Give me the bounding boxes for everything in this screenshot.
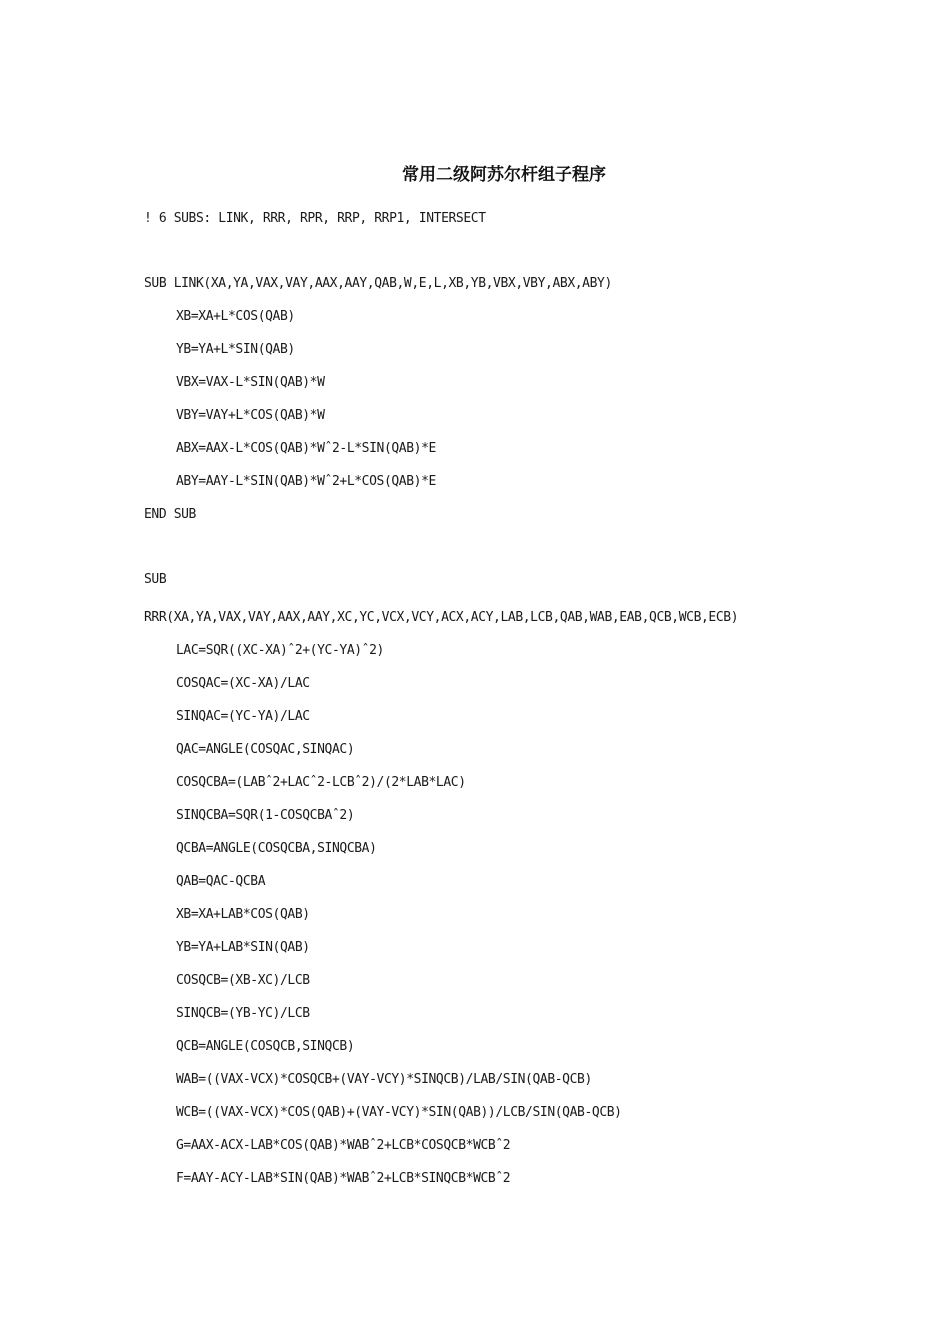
code-line: SINQCBA=SQR(1-COSQCBAˆ2) [176, 808, 355, 823]
code-line: COSQCBA=(LABˆ2+LACˆ2-LCBˆ2)/(2*LAB*LAC) [176, 775, 466, 790]
code-line: SINQAC=(YC-YA)/LAC [176, 709, 310, 724]
subs-comment-line: ! 6 SUBS: LINK, RRR, RPR, RRP, RRP1, INTERSECT [144, 211, 486, 226]
link-sub-end: END SUB [144, 507, 196, 522]
rrr-sub-signature: RRR(XA,YA,VAX,VAY,AAX,AAY,XC,YC,VCX,VCY,ACX,ACY,LAB,LCB,QAB,WAB,EAB,QCB,WCB,ECB) [144, 610, 739, 625]
code-line: ABX=AAX-L*COS(QAB)*Wˆ2-L*SIN(QAB)*E [176, 441, 436, 456]
code-line: VBY=VAY+L*COS(QAB)*W [176, 408, 325, 423]
document-title: 常用二级阿苏尔杆组子程序 [402, 165, 606, 185]
code-line: LAC=SQR((XC-XA)ˆ2+(YC-YA)ˆ2) [176, 643, 384, 658]
code-line: QCB=ANGLE(COSQCB,SINQCB) [176, 1039, 355, 1054]
code-line: COSQCB=(XB-XC)/LCB [176, 973, 310, 988]
code-line: WCB=((VAX-VCX)*COS(QAB)+(VAY-VCY)*SIN(QAB))/LCB/SIN(QAB-QCB) [176, 1105, 622, 1120]
code-line: YB=YA+LAB*SIN(QAB) [176, 940, 310, 955]
code-line: QAB=QAC-QCBA [176, 874, 266, 889]
code-line: QCBA=ANGLE(COSQCBA,SINQCBA) [176, 841, 377, 856]
code-line: QAC=ANGLE(COSQAC,SINQAC) [176, 742, 355, 757]
code-line: SINQCB=(YB-YC)/LCB [176, 1006, 310, 1021]
link-sub-header: SUB LINK(XA,YA,VAX,VAY,AAX,AAY,QAB,W,E,L,XB,YB,VBX,VBY,ABX,ABY) [144, 276, 612, 291]
code-line: WAB=((VAX-VCX)*COSQCB+(VAY-VCY)*SINQCB)/LAB/SIN(QAB-QCB) [176, 1072, 592, 1087]
code-line: ABY=AAY-L*SIN(QAB)*Wˆ2+L*COS(QAB)*E [176, 474, 436, 489]
rrr-sub-keyword: SUB [144, 572, 167, 587]
code-line: YB=YA+L*SIN(QAB) [176, 342, 295, 357]
code-line: F=AAY-ACY-LAB*SIN(QAB)*WABˆ2+LCB*SINQCB*WCBˆ2 [176, 1171, 511, 1186]
code-line: G=AAX-ACX-LAB*COS(QAB)*WABˆ2+LCB*COSQCB*WCBˆ2 [176, 1138, 511, 1153]
code-line: XB=XA+LAB*COS(QAB) [176, 907, 310, 922]
code-line: VBX=VAX-L*SIN(QAB)*W [176, 375, 325, 390]
code-line: XB=XA+L*COS(QAB) [176, 309, 295, 324]
code-line: COSQAC=(XC-XA)/LAC [176, 676, 310, 691]
